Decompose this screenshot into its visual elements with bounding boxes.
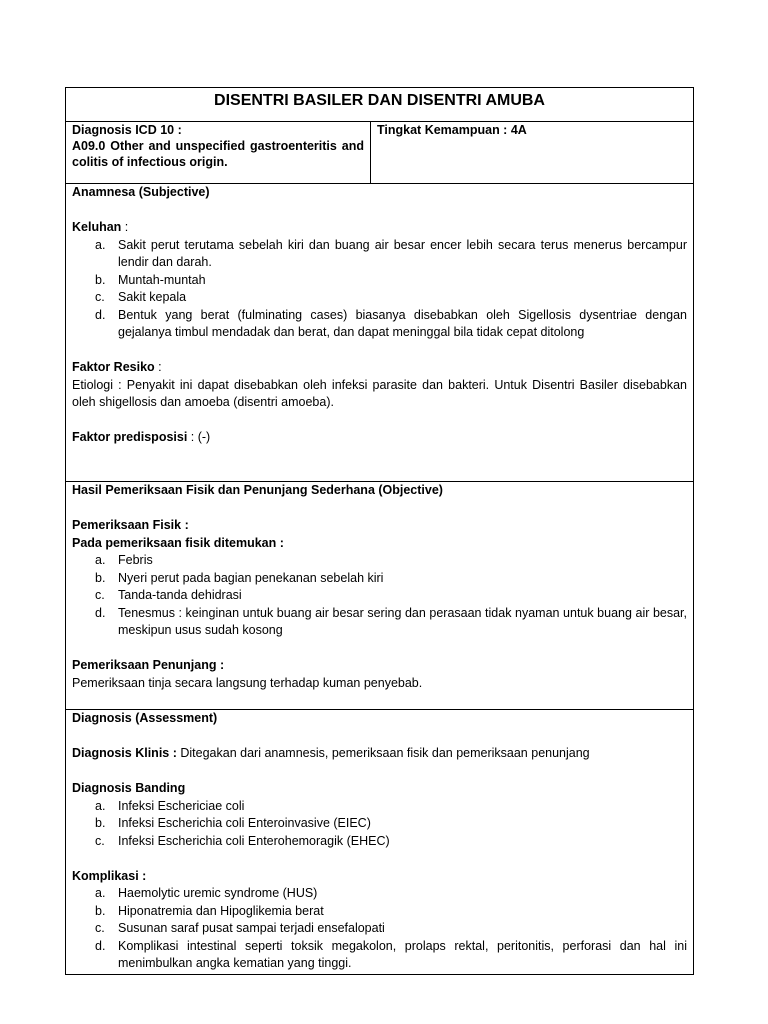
list-marker: a. xyxy=(95,798,106,813)
objective-heading: Hasil Pemeriksaan Fisik dan Penunjang Sederhana (Objective) xyxy=(72,483,443,497)
faktor-resiko-text: Etiologi : Penyakit ini dapat disebabkan oleh infeksi parasite dan bakteri. Untuk Disentri Basiler disebabkan oleh shigellosis dan amoeba (disentri amoeba). xyxy=(72,377,687,409)
list-item xyxy=(95,815,687,833)
list-item xyxy=(95,237,687,272)
assessment-heading: Diagnosis (Assessment) xyxy=(72,711,218,725)
icd-description: A09.0 Other and unspecified gastroenteritis and colitis of infectious origin. xyxy=(72,139,364,169)
list-text: Sakit perut terutama sebelah kiri dan buang air besar encer lebih secara terus menerus bercampur lendir dan darah. xyxy=(118,237,687,269)
list-text: Tenesmus : keinginan untuk buang air besar sering dan perasaan tidak nyaman untuk buang air besar, meskipun usus sudah kosong xyxy=(118,605,687,637)
list-item xyxy=(95,920,687,938)
komplikasi-list xyxy=(72,885,687,973)
list-marker: a. xyxy=(95,553,106,567)
banding-list xyxy=(72,798,687,851)
list-item xyxy=(95,307,687,342)
faktor-resiko-line xyxy=(72,359,687,377)
klinis-label: Diagnosis Klinis : xyxy=(72,746,177,760)
list-item xyxy=(95,885,687,903)
fisik-sub: Pada pemeriksaan fisik ditemukan : xyxy=(72,535,284,550)
list-marker: d. xyxy=(95,605,106,620)
keluhan-label: Keluhan xyxy=(72,220,122,234)
icd-cell xyxy=(66,122,371,183)
keluhan-line xyxy=(72,219,687,237)
list-item xyxy=(95,833,687,851)
fisik-list xyxy=(72,552,687,640)
list-item xyxy=(95,605,687,640)
predisposisi-label: Faktor predisposisi xyxy=(72,430,188,444)
icd-label: Diagnosis ICD 10 : xyxy=(72,123,182,137)
komplikasi-label: Komplikasi : xyxy=(72,868,147,883)
list-marker: a. xyxy=(95,886,106,900)
banding-label: Diagnosis Banding xyxy=(72,781,186,795)
list-marker: b. xyxy=(95,816,106,830)
list-marker: b. xyxy=(95,272,106,287)
anamnesa-heading: Anamnesa (Subjective) xyxy=(72,185,210,199)
list-item xyxy=(95,798,687,816)
list-text: Hiponatremia dan Hipoglikemia berat xyxy=(118,903,324,918)
list-item xyxy=(95,903,687,921)
list-item xyxy=(95,938,687,973)
list-item xyxy=(95,552,687,570)
klinis-text: Ditegakan dari anamnesis, pemeriksaan fisik dan pemeriksaan penunjang xyxy=(176,746,590,760)
list-item xyxy=(95,272,687,290)
list-text: Infeksi Escherichia coli Enteroinvasive (EIEC) xyxy=(118,816,371,830)
list-item xyxy=(95,289,687,307)
assessment-section xyxy=(66,710,693,974)
list-item xyxy=(95,587,687,605)
list-marker: c. xyxy=(95,921,105,935)
list-text: Infeksi Eschericiae coli xyxy=(118,798,245,813)
predisposisi-value: : (-) xyxy=(187,430,211,444)
objective-section xyxy=(66,482,693,710)
anamnesa-section xyxy=(66,184,693,482)
klinis-line xyxy=(72,745,687,763)
list-text: Sakit kepala xyxy=(118,290,187,304)
list-text: Haemolytic uremic syndrome (HUS) xyxy=(118,886,318,900)
list-text: Susunan saraf pusat sampai terjadi ensefalopati xyxy=(118,921,385,935)
document-table xyxy=(65,87,694,975)
penunjang-text: Pemeriksaan tinja secara langsung terhadap kuman penyebab. xyxy=(72,675,423,690)
faktor-resiko-suffix: : xyxy=(154,360,162,374)
faktor-resiko-label: Faktor Resiko xyxy=(72,360,155,374)
list-marker: d. xyxy=(95,938,106,953)
list-text: Nyeri perut pada bagian penekanan sebelah kiri xyxy=(118,570,384,585)
tingkat-kemampuan: Tingkat Kemampuan : 4A xyxy=(377,123,527,137)
list-item xyxy=(95,570,687,588)
document-title: DISENTRI BASILER DAN DISENTRI AMUBA xyxy=(66,88,693,122)
list-text: Infeksi Escherichia coli Enterohemoragik (EHEC) xyxy=(118,833,390,848)
list-marker: c. xyxy=(95,290,105,304)
icd-row xyxy=(66,122,693,184)
list-marker: c. xyxy=(95,588,105,602)
list-marker: d. xyxy=(95,307,106,322)
list-marker: a. xyxy=(95,237,106,252)
penunjang-label: Pemeriksaan Penunjang : xyxy=(72,658,225,672)
list-text: Febris xyxy=(118,553,153,567)
list-marker: c. xyxy=(95,833,105,848)
kemampuan-cell xyxy=(371,122,693,183)
list-marker: b. xyxy=(95,903,106,918)
fisik-label: Pemeriksaan Fisik : xyxy=(72,518,189,532)
keluhan-suffix: : xyxy=(121,220,129,234)
predisposisi-line xyxy=(72,429,687,447)
keluhan-list xyxy=(72,237,687,342)
list-text: Tanda-tanda dehidrasi xyxy=(118,588,242,602)
list-text: Bentuk yang berat (fulminating cases) biasanya disebabkan oleh Sigellosis dysentriae dengan gejalanya timbul mendadak dan berat, dan dapat meninggal bila tidak cepat ditolong xyxy=(118,307,687,339)
list-text: Muntah-muntah xyxy=(118,272,206,287)
list-text: Komplikasi intestinal seperti toksik megakolon, prolaps rektal, peritonitis, perforasi dan hal ini menimbulkan angka kematian yang tinggi. xyxy=(118,938,687,970)
list-marker: b. xyxy=(95,570,106,585)
